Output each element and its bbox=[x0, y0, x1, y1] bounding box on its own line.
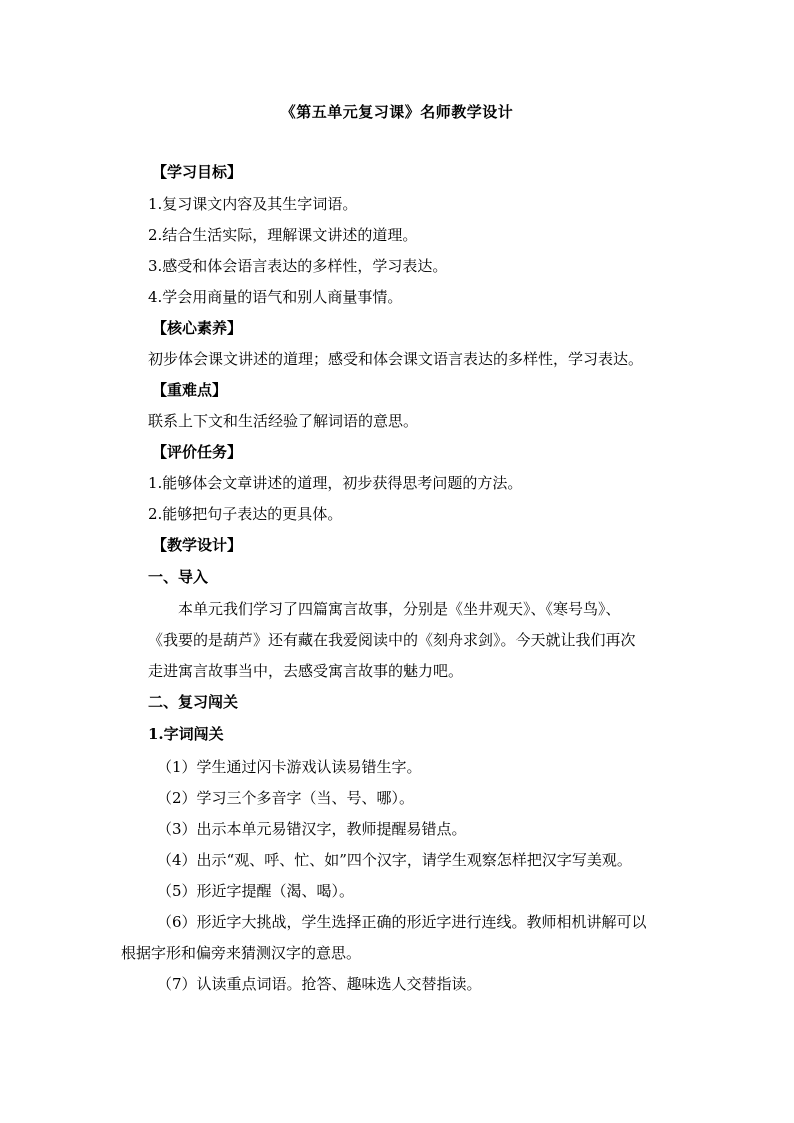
review-item-7: （7）认读重点词语。抢答、趣味选人交替指读。 bbox=[157, 975, 482, 993]
objective-item-1: 1.复习课文内容及其生字词语。 bbox=[148, 195, 358, 213]
key-points-text: 联系上下文和生活经验了解词语的意思。 bbox=[148, 412, 419, 430]
review-item-4: （4）出示“观、呼、忙、如”四个汉字，请学生观察怎样把汉字写美观。 bbox=[157, 851, 632, 869]
intro-line-3: 走进寓言故事当中，去感受寓言故事的魅力吧。 bbox=[148, 662, 464, 680]
objective-item-4: 4.学会用商量的语气和别人商量事情。 bbox=[148, 288, 403, 306]
review-item-3: （3）出示本单元易错汉字，教师提醒易错点。 bbox=[157, 820, 467, 838]
core-text: 初步体会课文讲述的道理；感受和体会课文语言表达的多样性，学习表达。 bbox=[148, 350, 644, 368]
objective-item-3: 3.感受和体会语言表达的多样性，学习表达。 bbox=[148, 257, 448, 275]
design-heading: 【教学设计】 bbox=[152, 536, 243, 554]
review-item-1: （1）学生通过闪卡游戏认读易错生字。 bbox=[157, 758, 422, 776]
evaluation-item-2: 2.能够把句子表达的更具体。 bbox=[148, 505, 343, 523]
evaluation-heading: 【评价任务】 bbox=[152, 443, 243, 461]
key-points-heading: 【重难点】 bbox=[152, 381, 228, 399]
objectives-heading: 【学习目标】 bbox=[152, 163, 243, 181]
review-heading: 二、复习闯关 bbox=[148, 693, 239, 711]
intro-line-1: 本单元我们学习了四篇寓言故事，分别是《坐井观天》、《寒号鸟》、 bbox=[178, 600, 621, 618]
core-heading: 【核心素养】 bbox=[152, 319, 243, 337]
objective-item-2: 2.结合生活实际，理解课文讲述的道理。 bbox=[148, 226, 418, 244]
review-item-2: （2）学习三个多音字（当、号、哪）。 bbox=[157, 789, 415, 807]
review-item-5: （5）形近字提醒（渴、喝）。 bbox=[157, 882, 355, 900]
review-sub-heading: 1.字词闯关 bbox=[148, 725, 224, 743]
review-item-6-continued: 根据字形和偏旁来猜测汉字的意思。 bbox=[121, 944, 362, 962]
intro-line-2: 《我要的是葫芦》还有藏在我爱阅读中的《刻舟求剑》。今天就让我们再次 bbox=[148, 631, 636, 649]
document-title: 《第五单元复习课》名师教学设计 bbox=[280, 103, 514, 121]
evaluation-item-1: 1.能够体会文章讲述的道理，初步获得思考问题的方法。 bbox=[148, 474, 523, 492]
intro-heading: 一、导入 bbox=[148, 568, 209, 586]
review-item-6: （6）形近字大挑战，学生选择正确的形近字进行连线。教师相机讲解可以 bbox=[157, 913, 647, 931]
